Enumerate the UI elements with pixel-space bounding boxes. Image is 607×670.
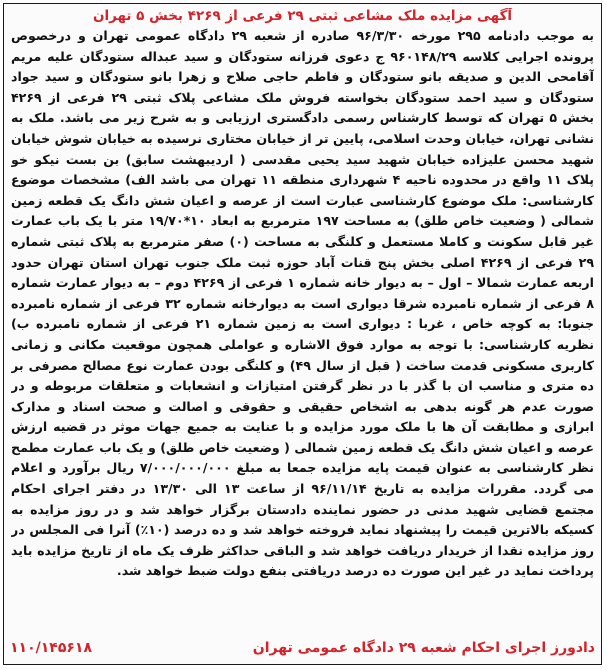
auction-notice xyxy=(3,3,602,665)
notice-body: به موجب دادنامه ۲۹۵ مورخه ۹۶/۳/۳۰ صادره از شعبه ۲۹ دادگاه عمومی تهران و درخصوص پرونده اجرایی کلاسه ۹۶۰۱۴۸/۲۹ ج دعوی فرزانه ستودگان و سید عبداله ستودگان علیه مریم آقامحی الدین و صدیقه بانو ستودگان و فاطم حاجی صلاح و زهرا بانو ستودگان و سید جواد ستودگان و سید احمد ستودگان بخواسته فروش ملک مشاعی پلاک ثبتی ۲۹ فرعی از ۴۲۶۹ بخش ۵ تهران که توسط کارشناس رسمی دادگستری ارزیابی و به شرح زیر می باشد. ملک به نشانی تهران، خیابان وحدت اسلامی، پایین تر از خیابان مختاری نرسیده به خیابان شوش خیابان شهید محسن علیزاده خیابان شهید سید یحیی مقدسی ( اردیبهشت سابق) بن بست نیکو خو پلاک ۱۱ واقع در محدوده ناحیه ۴ شهرداری منطقه ۱۱ تهران می باشد الف) مشخصات موضوع کارشناسی: ملک موضوع کارشناسی عبارت است از عرصه و اعیان شش دانگ یک قطعه زمین شمالی ( وضعیت خاص طلق) به مساحت ۱۹۷ مترمربع به ابعاد ۱۰*۱۹/۷۰ متر با یک باب عمارت غیر قابل سکونت و کاملا مستعمل و کلنگی به مساحت (۰) صفر مترمربع به پلاک ثبتی شماره ۲۹ فرعی از ۴۲۶۹ اصلی بخش پنج قنات آباد حوزه ثبت ملک جنوب تهران استان تهران حدود اربعه عمارت شمالا – اول – به دیوار خانه شماره ۱ فرعی از ۴۲۶۹ دوم – به دیوار عمارت شماره ۸ فرعی از شماره نامبرده شرقا دیواری است به دیوارخانه شماره ۳۲ فرعی از شماره نامبرده جنوبا: به کوچه خاص ، غربا : دیواری است به زمین شماره ۲۱ فرعی از شماره نامبرده ب) نظریه کارشناسی: با توجه به موارد فوق الاشاره و عواملی همچون موقعیت مکانی و زمانی کاربری مسکونی قدمت ساخت ( قبل از سال ۴۹) و کلنگی بودن عمارت نوع مصالح مصرفی بر ده متری و مناسب ان با گذر با در نظر گرفتن امتیازات و انشعابات و متعلقات مربوطه و در صورت عدم هر گونه بدهی به اشخاص حقیقی و حقوقی و اصالت و صحت اسناد و مدارک ابرازی و مطابقت آن ها با ملک مورد مزایده و با عنایت به جمیع جهات موثر در قضیه ارزش عرصه و اعیان شش دانگ یک قطعه زمین شمالی ( وضعیت خاص طلق) و یک باب عمارت مطمح نظر کارشناسی به عنوان قیمت پایه مزایده جمعا به مبلغ ۷/۰۰۰/۰۰۰/۰۰۰ ریال برآورد و اعلام می گردد. مقررات مزایده به تاریخ ۹۶/۱۱/۱۴ از ساعت ۱۳ الی ۱۳/۳۰ در دفتر اجرای احکام مجتمع قضایی شهید مدنی در حضور نماینده دادستان برگزار خواهد شد و در روز مزایده به کسیکه بالاترین قیمت را پیشنهاد نماید فروخته خواهد شد و ده درصد (۱۰٪) آنرا فی المجلس در روز مزایده نقدا از خریدار دریافت خواهد شد و الباقی حداکثر ظرف یک ماه از تاریخ مزایده باید پرداخت نماید در غیر این صورت ده درصد دریافتی بنفع دولت ضبط خواهد شد. xyxy=(11,28,594,579)
signature-line: دادورز اجرای احکام شعبه ۲۹ دادگاه عمومی تهران xyxy=(252,640,595,656)
notice-code: ۱۱۰/۱۴۵۶۱۸ xyxy=(10,640,93,656)
notice-title: آگهی مزایده ملک مشاعی ثبتی ۲۹ فرعی از ۴۲۶۹ بخش ۵ تهران xyxy=(92,8,513,24)
notice-footer xyxy=(10,637,595,659)
